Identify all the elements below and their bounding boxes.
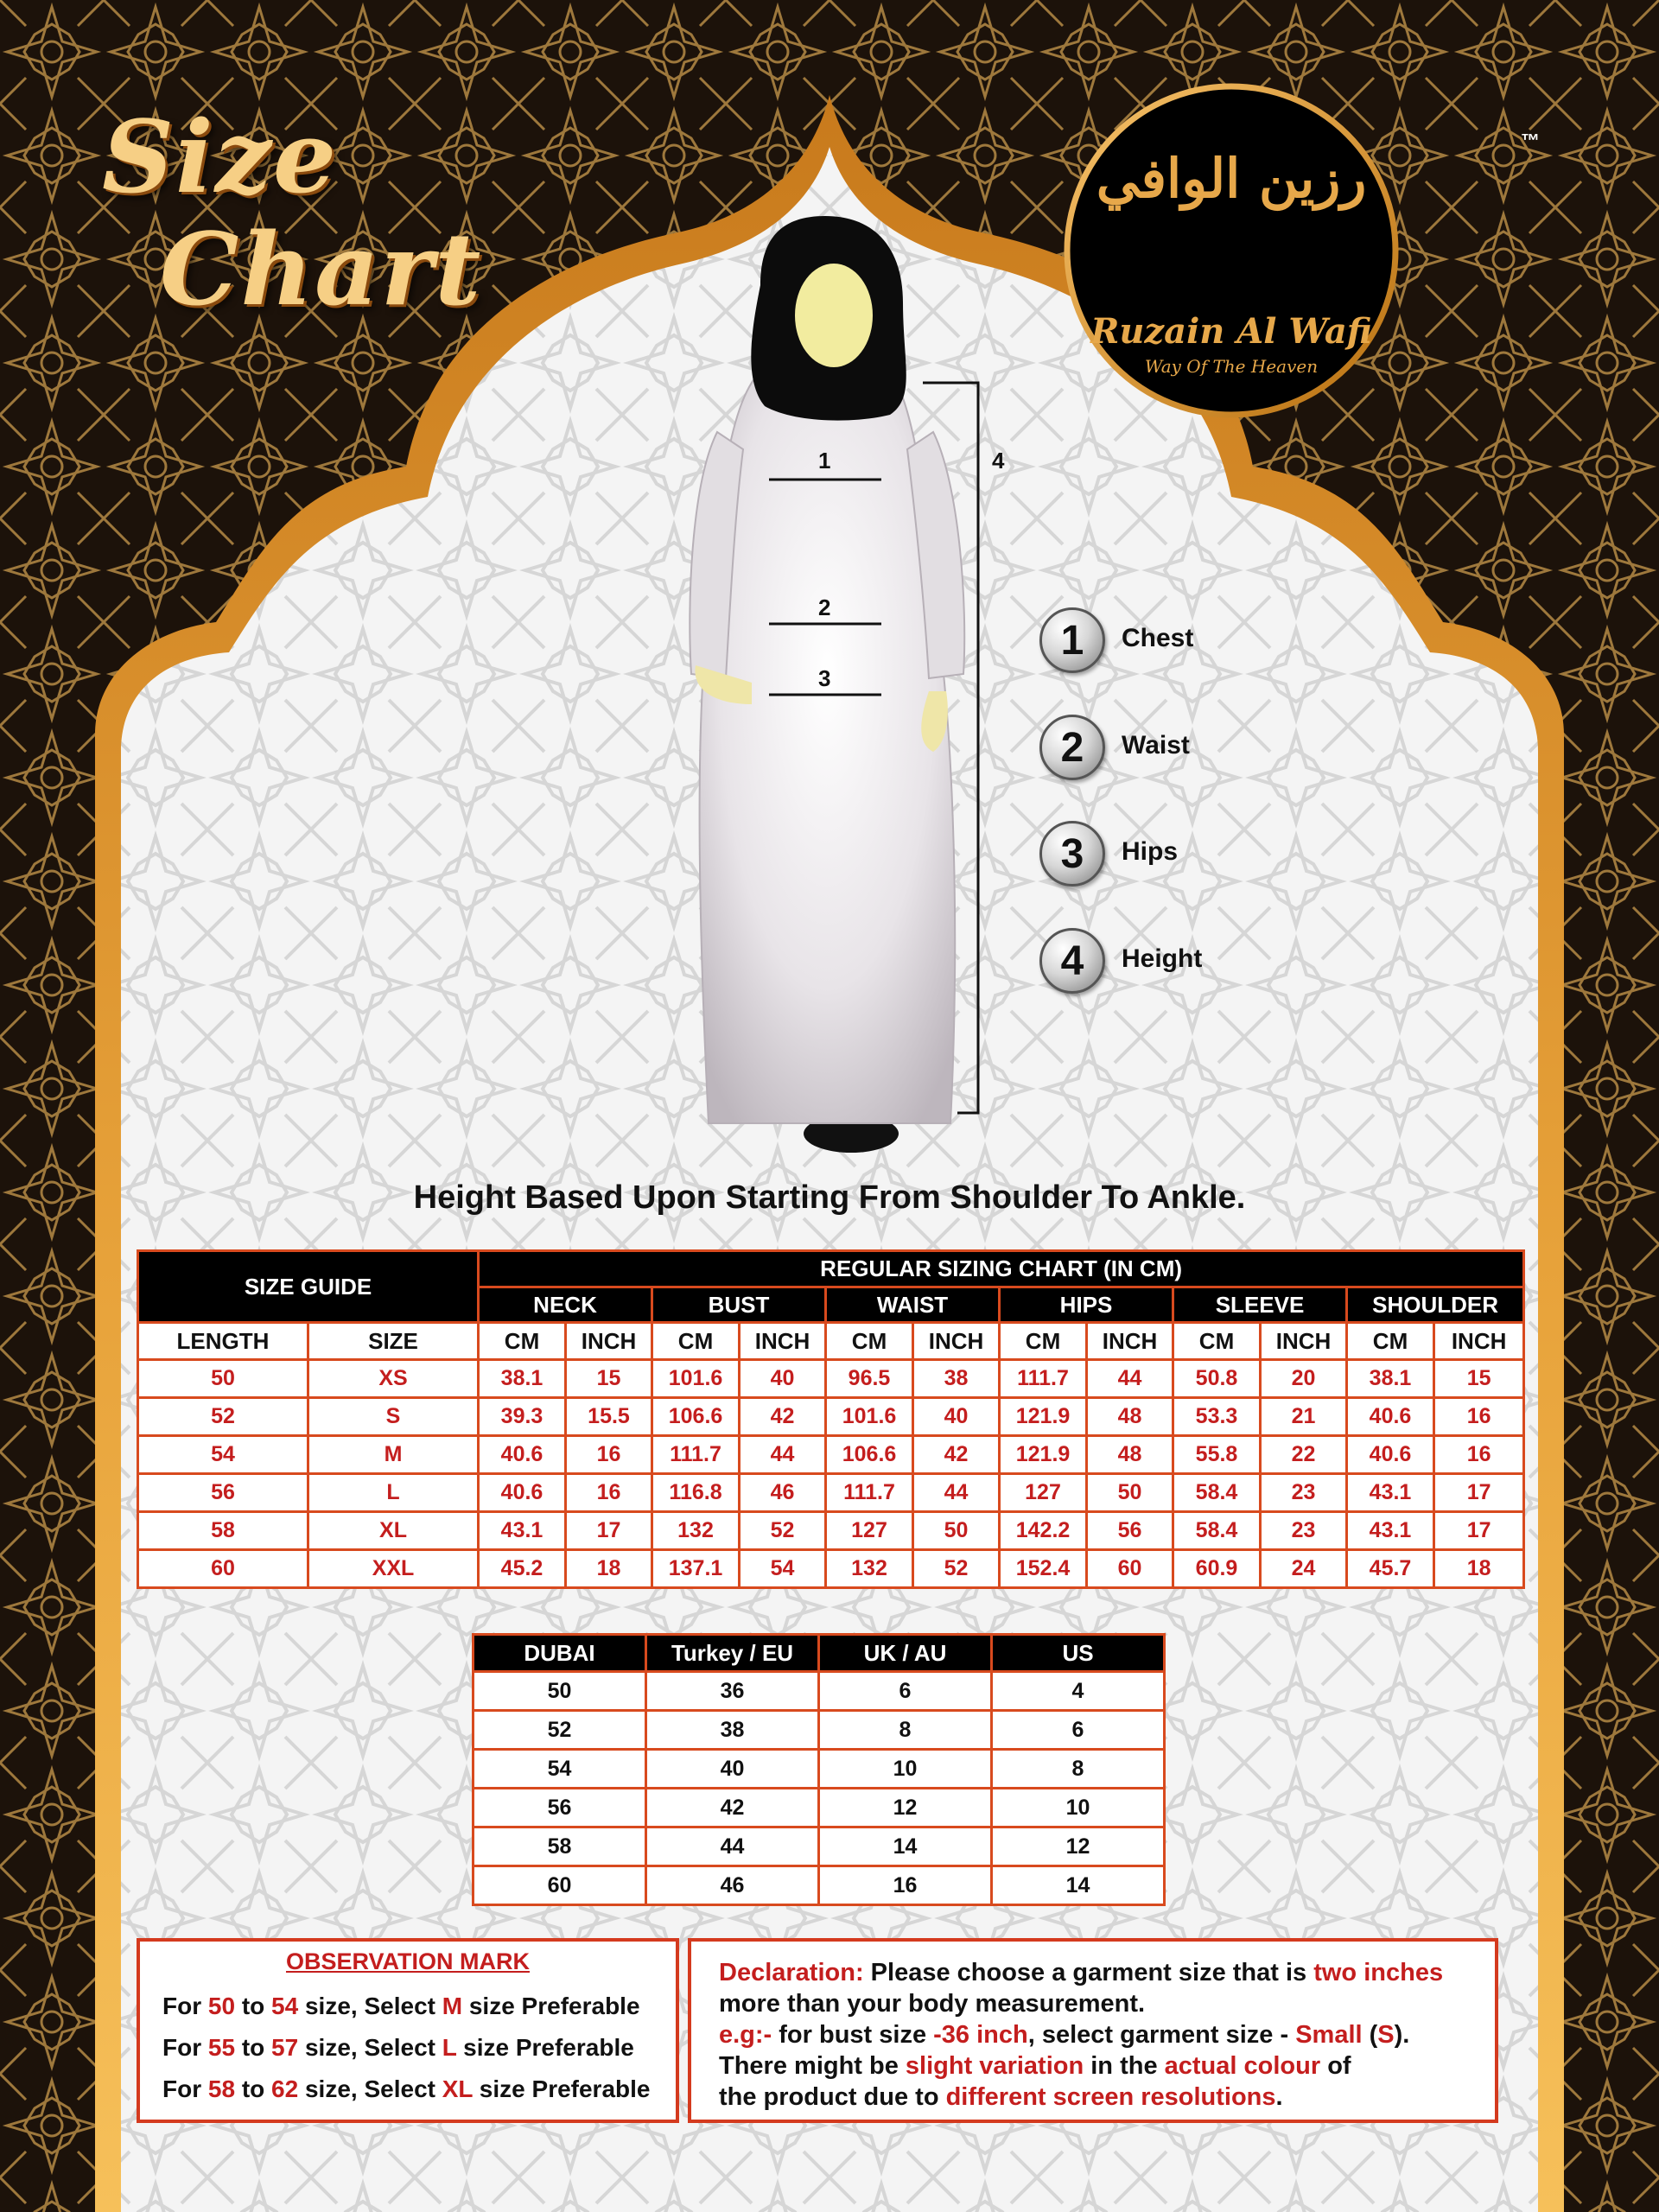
value-cell: 16	[1434, 1398, 1524, 1436]
value-cell: 23	[1261, 1474, 1347, 1512]
unit-cm: CM	[479, 1323, 566, 1360]
value-cell: 44	[1087, 1360, 1173, 1398]
value-cell: 39.3	[479, 1398, 566, 1436]
group-shoulder: SHOULDER	[1347, 1287, 1524, 1323]
size-cell: M	[308, 1436, 479, 1474]
table-row	[474, 1866, 1165, 1905]
value-cell: 44	[913, 1474, 1000, 1512]
col-uk-au: UK / AU	[819, 1635, 992, 1672]
legend-label-chest: Chest	[1122, 624, 1194, 652]
size-cell: S	[308, 1398, 479, 1436]
size-cell: XS	[308, 1360, 479, 1398]
mark-label-2: 2	[818, 594, 831, 620]
unit-cm: CM	[826, 1323, 913, 1360]
value-cell: 44	[740, 1436, 826, 1474]
size-cell: XL	[308, 1512, 479, 1550]
length-cell: 52	[138, 1398, 308, 1436]
value-cell: 58.4	[1173, 1474, 1261, 1512]
value-cell: 132	[652, 1512, 740, 1550]
table-row	[138, 1436, 1524, 1474]
unit-inch: INCH	[566, 1323, 652, 1360]
declaration-line: e.g:- for bust size -36 inch, select garment size - Small (S).	[719, 2021, 1410, 2049]
table-row	[138, 1360, 1524, 1398]
length-cell: 60	[138, 1550, 308, 1588]
size-cell: L	[308, 1474, 479, 1512]
group-bust: BUST	[652, 1287, 826, 1323]
size-cell: XXL	[308, 1550, 479, 1588]
title-size: Size	[102, 99, 339, 216]
value-cell: 45.2	[479, 1550, 566, 1588]
value-cell: 40.6	[479, 1474, 566, 1512]
value-cell: 121.9	[1000, 1398, 1087, 1436]
value-cell: 15	[1434, 1360, 1524, 1398]
value-cell: 43.1	[479, 1512, 566, 1550]
declaration-box	[688, 1938, 1498, 2123]
conversion-cell: 10	[819, 1750, 992, 1789]
title-chart: Chart	[160, 212, 483, 328]
table-row	[138, 1550, 1524, 1588]
conversion-cell: 36	[646, 1672, 819, 1711]
observation-title: OBSERVATION MARK	[285, 1948, 530, 1974]
unit-cm: CM	[1000, 1323, 1087, 1360]
conversion-cell: 14	[819, 1827, 992, 1866]
value-cell: 40.6	[1347, 1398, 1434, 1436]
value-cell: 16	[566, 1436, 652, 1474]
value-cell: 106.6	[652, 1398, 740, 1436]
unit-cm: CM	[1173, 1323, 1261, 1360]
unit-inch: INCH	[1261, 1323, 1347, 1360]
value-cell: 40	[740, 1360, 826, 1398]
value-cell: 111.7	[826, 1474, 913, 1512]
group-hips: HIPS	[1000, 1287, 1173, 1323]
unit-cm: CM	[652, 1323, 740, 1360]
legend-number-waist: 2	[1039, 715, 1105, 780]
conversion-cell: 4	[992, 1672, 1165, 1711]
conversion-cell: 60	[474, 1866, 646, 1905]
value-cell: 116.8	[652, 1474, 740, 1512]
conversion-cell: 14	[992, 1866, 1165, 1905]
logo-brand-name: Ruzain Al Wafi	[1090, 311, 1372, 352]
col-dubai: DUBAI	[474, 1635, 646, 1672]
mark-label-3: 3	[818, 665, 831, 691]
conversion-cell: 8	[819, 1711, 992, 1750]
conversion-cell: 58	[474, 1827, 646, 1866]
size-guide-header: SIZE GUIDE	[138, 1251, 479, 1323]
value-cell: 43.1	[1347, 1512, 1434, 1550]
conversion-cell: 10	[992, 1789, 1165, 1827]
conversion-cell: 52	[474, 1711, 646, 1750]
value-cell: 22	[1261, 1436, 1347, 1474]
value-cell: 50	[1087, 1474, 1173, 1512]
conversion-cell: 54	[474, 1750, 646, 1789]
legend-label-hips: Hips	[1122, 837, 1179, 866]
value-cell: 48	[1087, 1436, 1173, 1474]
value-cell: 53.3	[1173, 1398, 1261, 1436]
legend-number-hips: 3	[1039, 821, 1105, 887]
mark-label-1: 1	[818, 448, 831, 474]
table-row	[138, 1474, 1524, 1512]
regular-sizing-table	[137, 1249, 1525, 1589]
mark-label-4: 4	[992, 448, 1005, 474]
conversion-cell: 8	[992, 1750, 1165, 1789]
value-cell: 127	[826, 1512, 913, 1550]
conversion-cell: 6	[819, 1672, 992, 1711]
unit-inch: INCH	[913, 1323, 1000, 1360]
value-cell: 55.8	[1173, 1436, 1261, 1474]
value-cell: 40	[913, 1398, 1000, 1436]
size-conversion-table	[472, 1633, 1166, 1906]
value-cell: 18	[1434, 1550, 1524, 1588]
col-length: LENGTH	[138, 1323, 308, 1360]
value-cell: 21	[1261, 1398, 1347, 1436]
value-cell: 52	[740, 1512, 826, 1550]
conversion-cell: 12	[819, 1789, 992, 1827]
length-cell: 50	[138, 1360, 308, 1398]
value-cell: 58.4	[1173, 1512, 1261, 1550]
logo-tagline: Way Of The Heaven	[1144, 356, 1319, 377]
value-cell: 40.6	[479, 1436, 566, 1474]
value-cell: 20	[1261, 1360, 1347, 1398]
length-cell: 56	[138, 1474, 308, 1512]
value-cell: 54	[740, 1550, 826, 1588]
conversion-cell: 50	[474, 1672, 646, 1711]
table-row	[474, 1750, 1165, 1789]
value-cell: 132	[826, 1550, 913, 1588]
value-cell: 52	[913, 1550, 1000, 1588]
height-caption: Height Based Upon Starting From Shoulder To Ankle.	[413, 1179, 1246, 1216]
value-cell: 18	[566, 1550, 652, 1588]
length-cell: 54	[138, 1436, 308, 1474]
table-row	[474, 1827, 1165, 1866]
value-cell: 15.5	[566, 1398, 652, 1436]
table-row	[474, 1789, 1165, 1827]
col-us: US	[992, 1635, 1165, 1672]
observation-line: For 58 to 62 size, Select XL size Preferable	[162, 2075, 651, 2102]
value-cell: 142.2	[1000, 1512, 1087, 1550]
value-cell: 106.6	[826, 1436, 913, 1474]
value-cell: 60	[1087, 1550, 1173, 1588]
conversion-cell: 12	[992, 1827, 1165, 1866]
value-cell: 45.7	[1347, 1550, 1434, 1588]
value-cell: 40.6	[1347, 1436, 1434, 1474]
table-row	[474, 1711, 1165, 1750]
value-cell: 17	[1434, 1512, 1524, 1550]
value-cell: 111.7	[1000, 1360, 1087, 1398]
observation-line: For 55 to 57 size, Select L size Preferable	[162, 2034, 634, 2061]
value-cell: 16	[1434, 1436, 1524, 1474]
value-cell: 38.1	[1347, 1360, 1434, 1398]
col-size: SIZE	[308, 1323, 479, 1360]
conversion-cell: 16	[819, 1866, 992, 1905]
value-cell: 111.7	[652, 1436, 740, 1474]
group-waist: WAIST	[826, 1287, 1000, 1323]
unit-inch: INCH	[740, 1323, 826, 1360]
value-cell: 137.1	[652, 1550, 740, 1588]
value-cell: 101.6	[652, 1360, 740, 1398]
value-cell: 15	[566, 1360, 652, 1398]
logo-calligraphy: رزين الوافي	[1096, 147, 1367, 210]
value-cell: 24	[1261, 1550, 1347, 1588]
value-cell: 38.1	[479, 1360, 566, 1398]
value-cell: 121.9	[1000, 1436, 1087, 1474]
value-cell: 50	[913, 1512, 1000, 1550]
value-cell: 17	[1434, 1474, 1524, 1512]
value-cell: 60.9	[1173, 1550, 1261, 1588]
declaration-line: more than your body measurement.	[719, 1990, 1146, 2018]
trademark-symbol: ™	[1521, 130, 1540, 151]
value-cell: 43.1	[1347, 1474, 1434, 1512]
unit-inch: INCH	[1434, 1323, 1524, 1360]
value-cell: 16	[566, 1474, 652, 1512]
observation-line: For 50 to 54 size, Select M size Preferable	[162, 1993, 640, 2019]
unit-inch: INCH	[1087, 1323, 1173, 1360]
conversion-cell: 42	[646, 1789, 819, 1827]
value-cell: 56	[1087, 1512, 1173, 1550]
legend-label-waist: Waist	[1122, 731, 1190, 760]
value-cell: 96.5	[826, 1360, 913, 1398]
col-turkey-eu: Turkey / EU	[646, 1635, 819, 1672]
conversion-cell: 46	[646, 1866, 819, 1905]
value-cell: 127	[1000, 1474, 1087, 1512]
group-sleeve: SLEEVE	[1173, 1287, 1347, 1323]
value-cell: 42	[740, 1398, 826, 1436]
value-cell: 38	[913, 1360, 1000, 1398]
unit-cm: CM	[1347, 1323, 1434, 1360]
legend-number-chest: 1	[1039, 607, 1105, 673]
table-row	[138, 1398, 1524, 1436]
declaration-line: the product due to different screen resolutions.	[719, 2083, 1283, 2111]
value-cell: 46	[740, 1474, 826, 1512]
value-cell: 17	[566, 1512, 652, 1550]
table-row	[474, 1672, 1165, 1711]
regular-chart-header: REGULAR SIZING CHART (IN CM)	[479, 1251, 1524, 1287]
legend-number-height: 4	[1039, 928, 1105, 994]
conversion-cell: 44	[646, 1827, 819, 1866]
conversion-cell: 38	[646, 1711, 819, 1750]
observation-box	[137, 1938, 679, 2123]
value-cell: 48	[1087, 1398, 1173, 1436]
value-cell: 23	[1261, 1512, 1347, 1550]
table-row	[138, 1512, 1524, 1550]
value-cell: 42	[913, 1436, 1000, 1474]
value-cell: 152.4	[1000, 1550, 1087, 1588]
declaration-line: There might be slight variation in the actual colour of	[719, 2052, 1351, 2080]
value-cell: 50.8	[1173, 1360, 1261, 1398]
conversion-cell: 6	[992, 1711, 1165, 1750]
declaration-line: Declaration: Please choose a garment size that is two inches	[719, 1959, 1444, 1986]
legend-label-height: Height	[1122, 944, 1203, 973]
value-cell: 101.6	[826, 1398, 913, 1436]
conversion-cell: 40	[646, 1750, 819, 1789]
length-cell: 58	[138, 1512, 308, 1550]
conversion-cell: 56	[474, 1789, 646, 1827]
group-neck: NECK	[479, 1287, 652, 1323]
